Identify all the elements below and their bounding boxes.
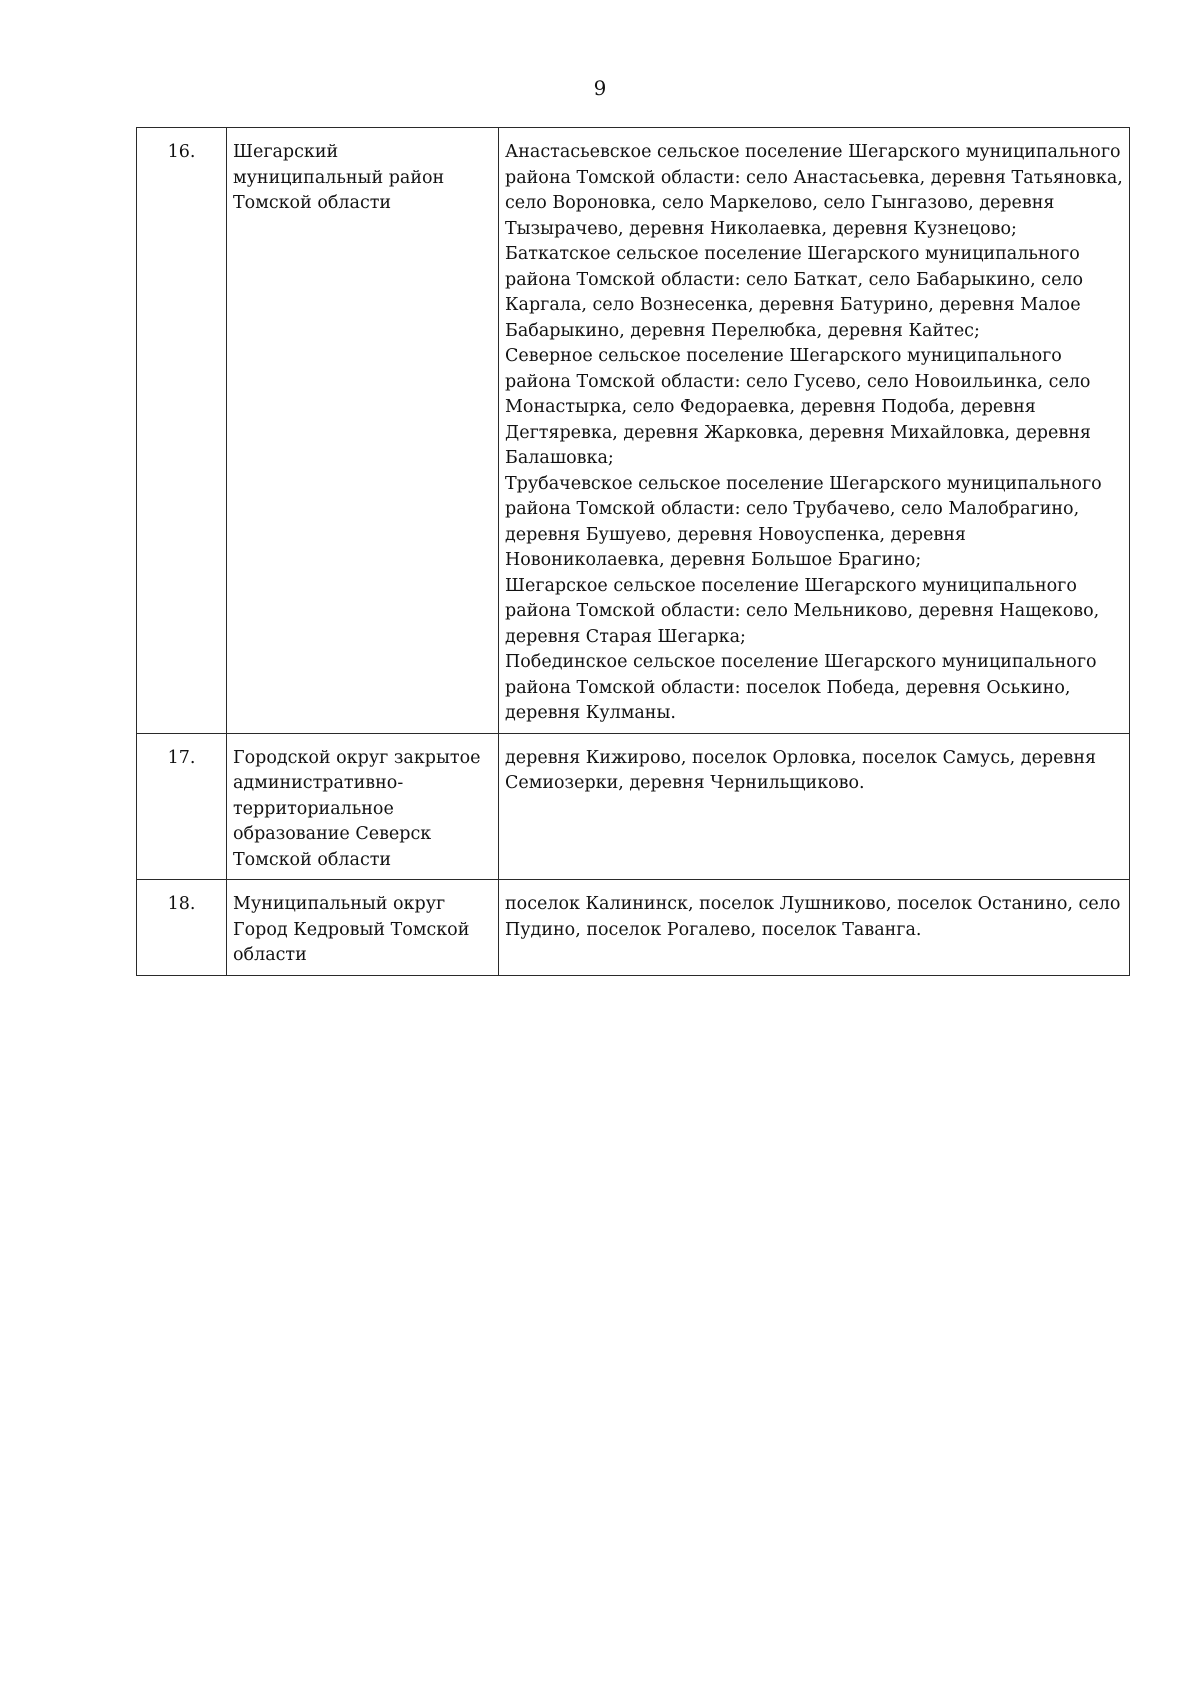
municipality-name: Шегарский муниципальный район Томской области (227, 128, 499, 734)
settlement-entry: поселок Калининск, поселок Лушниково, поселок Останино, село Пудино, поселок Рогалево, поселок Таванга. (505, 894, 1121, 940)
settlement-entry: Анастасьевское сельское поселение Шегарского муниципального района Томской области: село Анастасьевка, деревня Татьяновка, село Вороновка, село Маркелово, село Гынгазово, деревня Тызырачево, деревня Николаевка, деревня Кузнецово; (505, 142, 1123, 239)
settlement-entry: Северное сельское поселение Шегарского муниципального района Томской области: село Гусево, село Новоильинка, село Монастырка, село Федораевка, деревня Подоба, деревня Дегтяревка, деревня Жарковка, деревня Михайловка, деревня Балашовка; (505, 346, 1091, 468)
row-number: 18. (137, 880, 227, 976)
municipalities-table (136, 127, 1130, 976)
settlements-cell (499, 128, 1130, 734)
settlement-entry: Баткатское сельское поселение Шегарского муниципального района Томской области: село Баткат, село Бабарыкино, село Каргала, село Вознесенка, деревня Батурино, деревня Малое Бабарыкино, деревня Перелюбка, деревня Кайтес; (505, 244, 1084, 341)
municipality-name: Городской округ закрытое административно-территориальное образование Северск Томской области (227, 733, 499, 880)
municipality-name: Муниципальный округ Город Кедровый Томской области (227, 880, 499, 976)
settlement-entry: Шегарское сельское поселение Шегарского муниципального района Томской области: село Мельниково, деревня Нащеково, деревня Старая Шегарка; (505, 575, 1100, 647)
settlement-entry: деревня Кижирово, поселок Орловка, поселок Самусь, деревня Семиозерки, деревня Чернильщиково. (505, 747, 1097, 793)
page-number: 9 (593, 76, 607, 100)
table-row (137, 128, 1130, 734)
settlements-cell (499, 880, 1130, 976)
settlement-entry: Трубачевское сельское поселение Шегарского муниципального района Томской области: село Трубачево, село Малобрагино, деревня Бушуево, деревня Новоуспенка, деревня Новониколаевка, деревня Большое Брагино; (505, 473, 1102, 570)
settlements-cell (499, 733, 1130, 880)
table-row (137, 733, 1130, 880)
settlement-entry: Побединское сельское поселение Шегарского муниципального района Томской области: поселок Победа, деревня Оськино, деревня Кулманы. (505, 652, 1097, 723)
table-row (137, 880, 1130, 976)
row-number: 16. (137, 128, 227, 734)
row-number: 17. (137, 733, 227, 880)
